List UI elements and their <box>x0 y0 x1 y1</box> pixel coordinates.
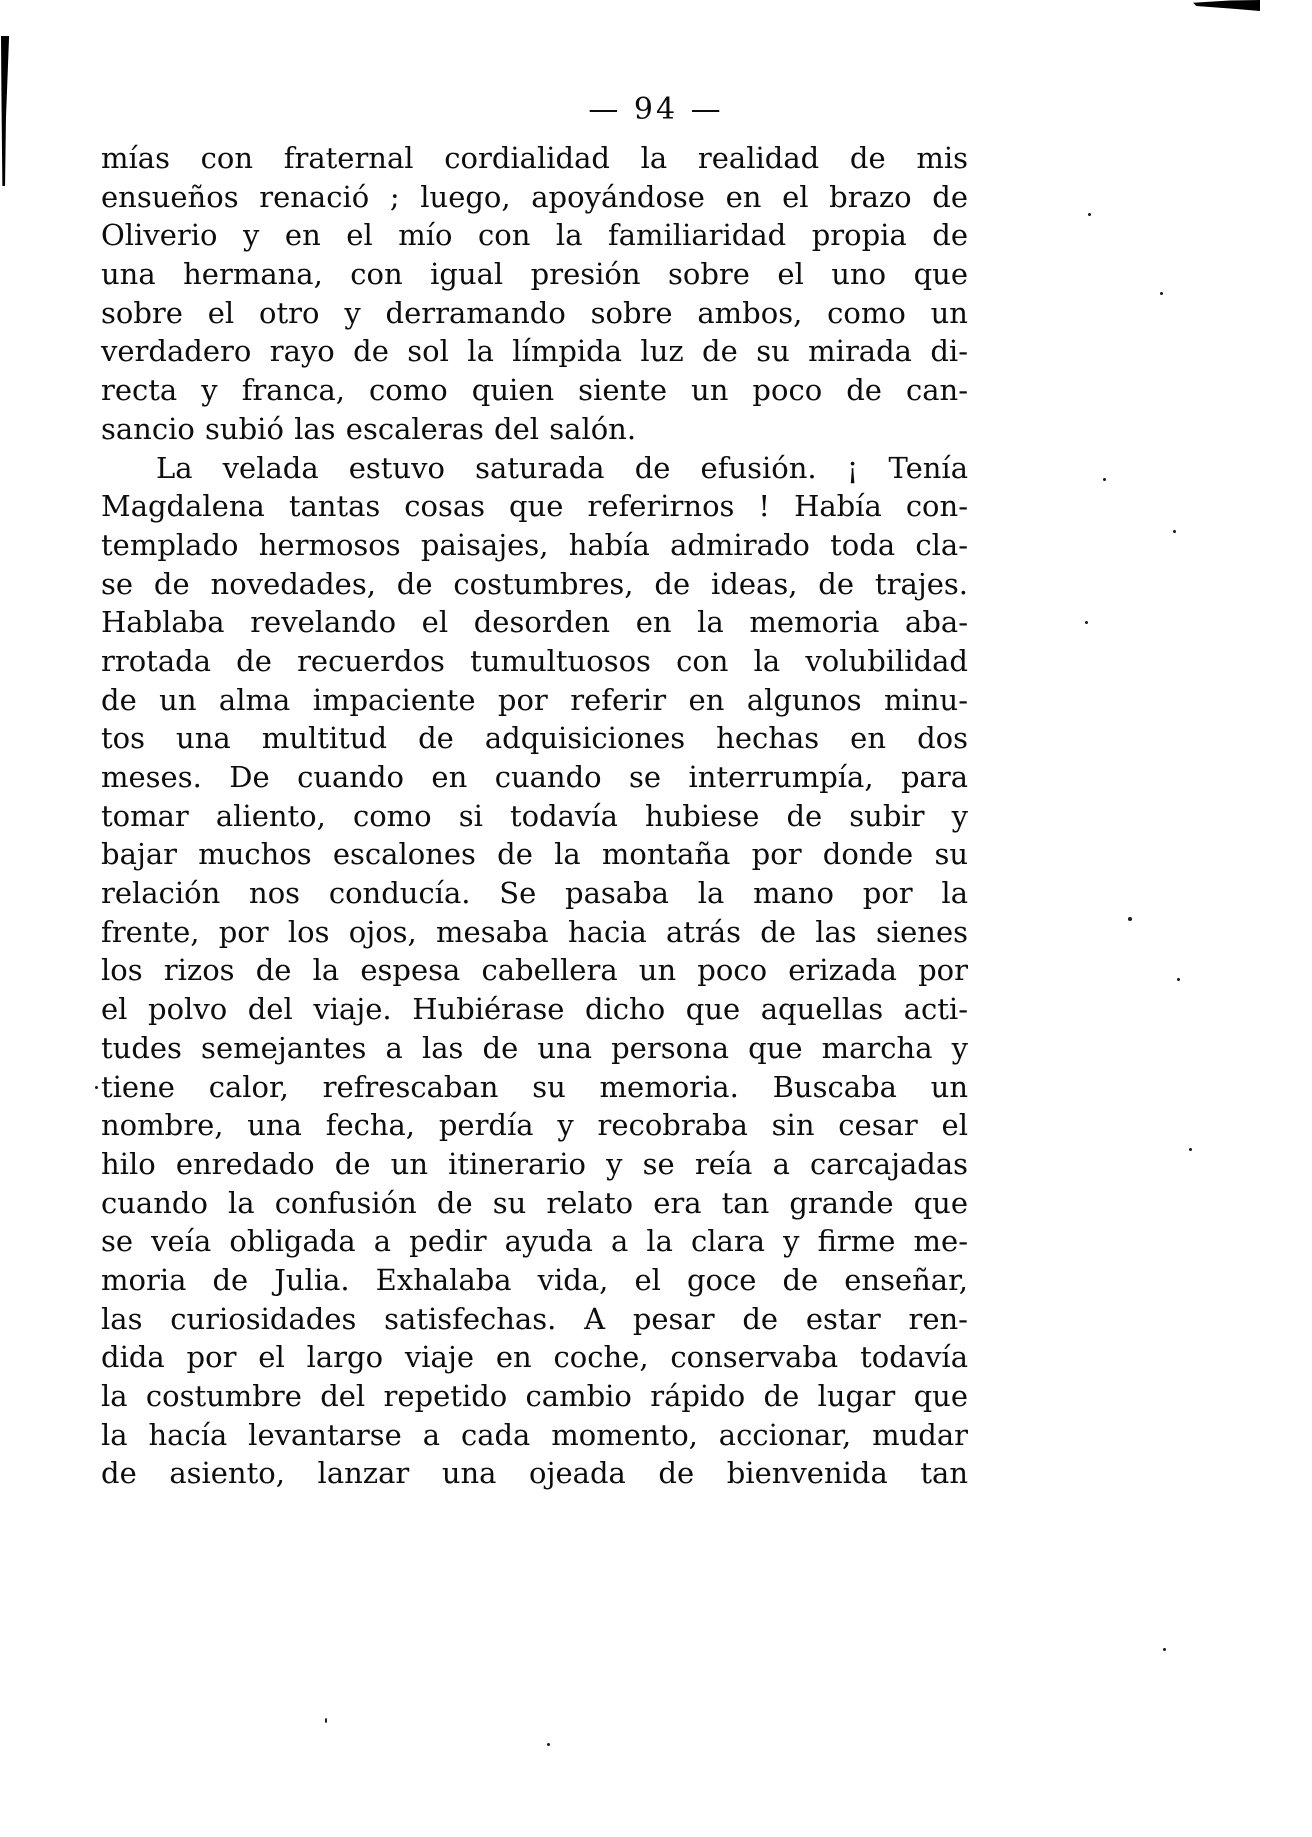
text-line: tudes semejantes a las de una persona que marcha y <box>101 1030 968 1065</box>
scan-speck <box>1177 978 1180 981</box>
text-line: los rizos de la espesa cabellera un poco erizada por <box>101 953 968 988</box>
scan-artifact-corner-wedge <box>1193 0 1260 11</box>
text-line: verdadero rayo de sol la límpida luz de su mirada di- <box>101 334 968 369</box>
text-line: cuando la confusión de su relato era tan grande que <box>101 1185 968 1220</box>
text-line: templado hermosos paisajes, había admirado toda cla- <box>101 527 968 562</box>
scan-speck <box>1163 1648 1166 1651</box>
text-line: La velada estuvo saturada de efusión. ¡ Tenía <box>156 450 968 485</box>
text-line: meses. De cuando en cuando se interrumpía, para <box>101 760 968 794</box>
text-line: se de novedades, de costumbres, de ideas, de trajes. <box>101 566 968 601</box>
text-line: la hacía levantarse a cada momento, accionar, mudar <box>101 1417 968 1452</box>
text-line: rrotada de recuerdos tumultuosos con la volubilidad <box>101 643 968 678</box>
scan-speck <box>325 1718 327 1723</box>
text-line: ensueños renació ; luego, apoyándose en el brazo de <box>101 179 968 214</box>
scan-speck <box>95 1086 98 1089</box>
scan-speck <box>547 1743 550 1746</box>
scan-speck <box>1085 621 1088 624</box>
text-line: moria de Julia. Exhalaba vida, el goce de enseñar, <box>101 1262 968 1297</box>
text-line: Oliverio y en el mío con la familiaridad propia de <box>101 218 968 253</box>
text-line: se veía obligada a pedir ayuda a la clara y firme me- <box>101 1224 968 1259</box>
text-line: las curiosidades satisfechas. A pesar de estar ren- <box>101 1301 968 1336</box>
text-line: recta y franca, como quien siente un poco de can- <box>101 373 968 408</box>
text-line: Magdalena tantas cosas que referirnos ! Había con- <box>101 489 968 524</box>
text-line: tos una multitud de adquisiciones hechas en dos <box>101 721 968 756</box>
text-line: de asiento, lanzar una ojeada de bienvenida tan <box>101 1456 968 1491</box>
text-line: la costumbre del repetido cambio rápido de lugar que <box>101 1379 968 1413</box>
text-line: Hablaba revelando el desorden en la memoria aba- <box>101 605 968 640</box>
text-line: tomar aliento, como si todavía hubiese de subir y <box>101 798 968 833</box>
scan-speck <box>1103 478 1106 481</box>
text-line: una hermana, con igual presión sobre el uno que <box>101 257 968 292</box>
page-number-text: — 94 — <box>588 92 724 127</box>
text-line: de un alma impaciente por referir en algunos minu- <box>101 682 968 717</box>
text-line: relación nos conducía. Se pasaba la mano por la <box>101 876 968 911</box>
page-text <box>101 139 968 1493</box>
text-line: sancio subió las escaleras del salón. <box>101 411 637 446</box>
scan-speck <box>1088 213 1091 216</box>
text-line: sobre el otro y derramando sobre ambos, como un <box>101 295 968 330</box>
scan-speck <box>1128 917 1132 921</box>
text-line: mías con fraternal cordialidad la realidad de mis <box>101 141 968 175</box>
text-line: dida por el largo viaje en coche, conservaba todavía <box>101 1340 968 1375</box>
page-number <box>0 92 1312 127</box>
text-line: el polvo del viaje. Hubiérase dicho que aquellas acti- <box>101 992 968 1027</box>
text-line: hilo enredado de un itinerario y se reía a carcajadas <box>101 1146 968 1181</box>
text-line: frente, por los ojos, mesaba hacia atrás de las sienes <box>101 914 968 949</box>
scan-speck <box>1173 530 1176 533</box>
text-line: bajar muchos escalones de la montaña por donde su <box>101 837 968 872</box>
scan-speck <box>1160 292 1163 295</box>
scan-speck <box>1189 1148 1192 1151</box>
text-line: tiene calor, refrescaban su memoria. Buscaba un <box>101 1069 968 1104</box>
text-line: nombre, una fecha, perdía y recobraba sin cesar el <box>101 1108 968 1143</box>
